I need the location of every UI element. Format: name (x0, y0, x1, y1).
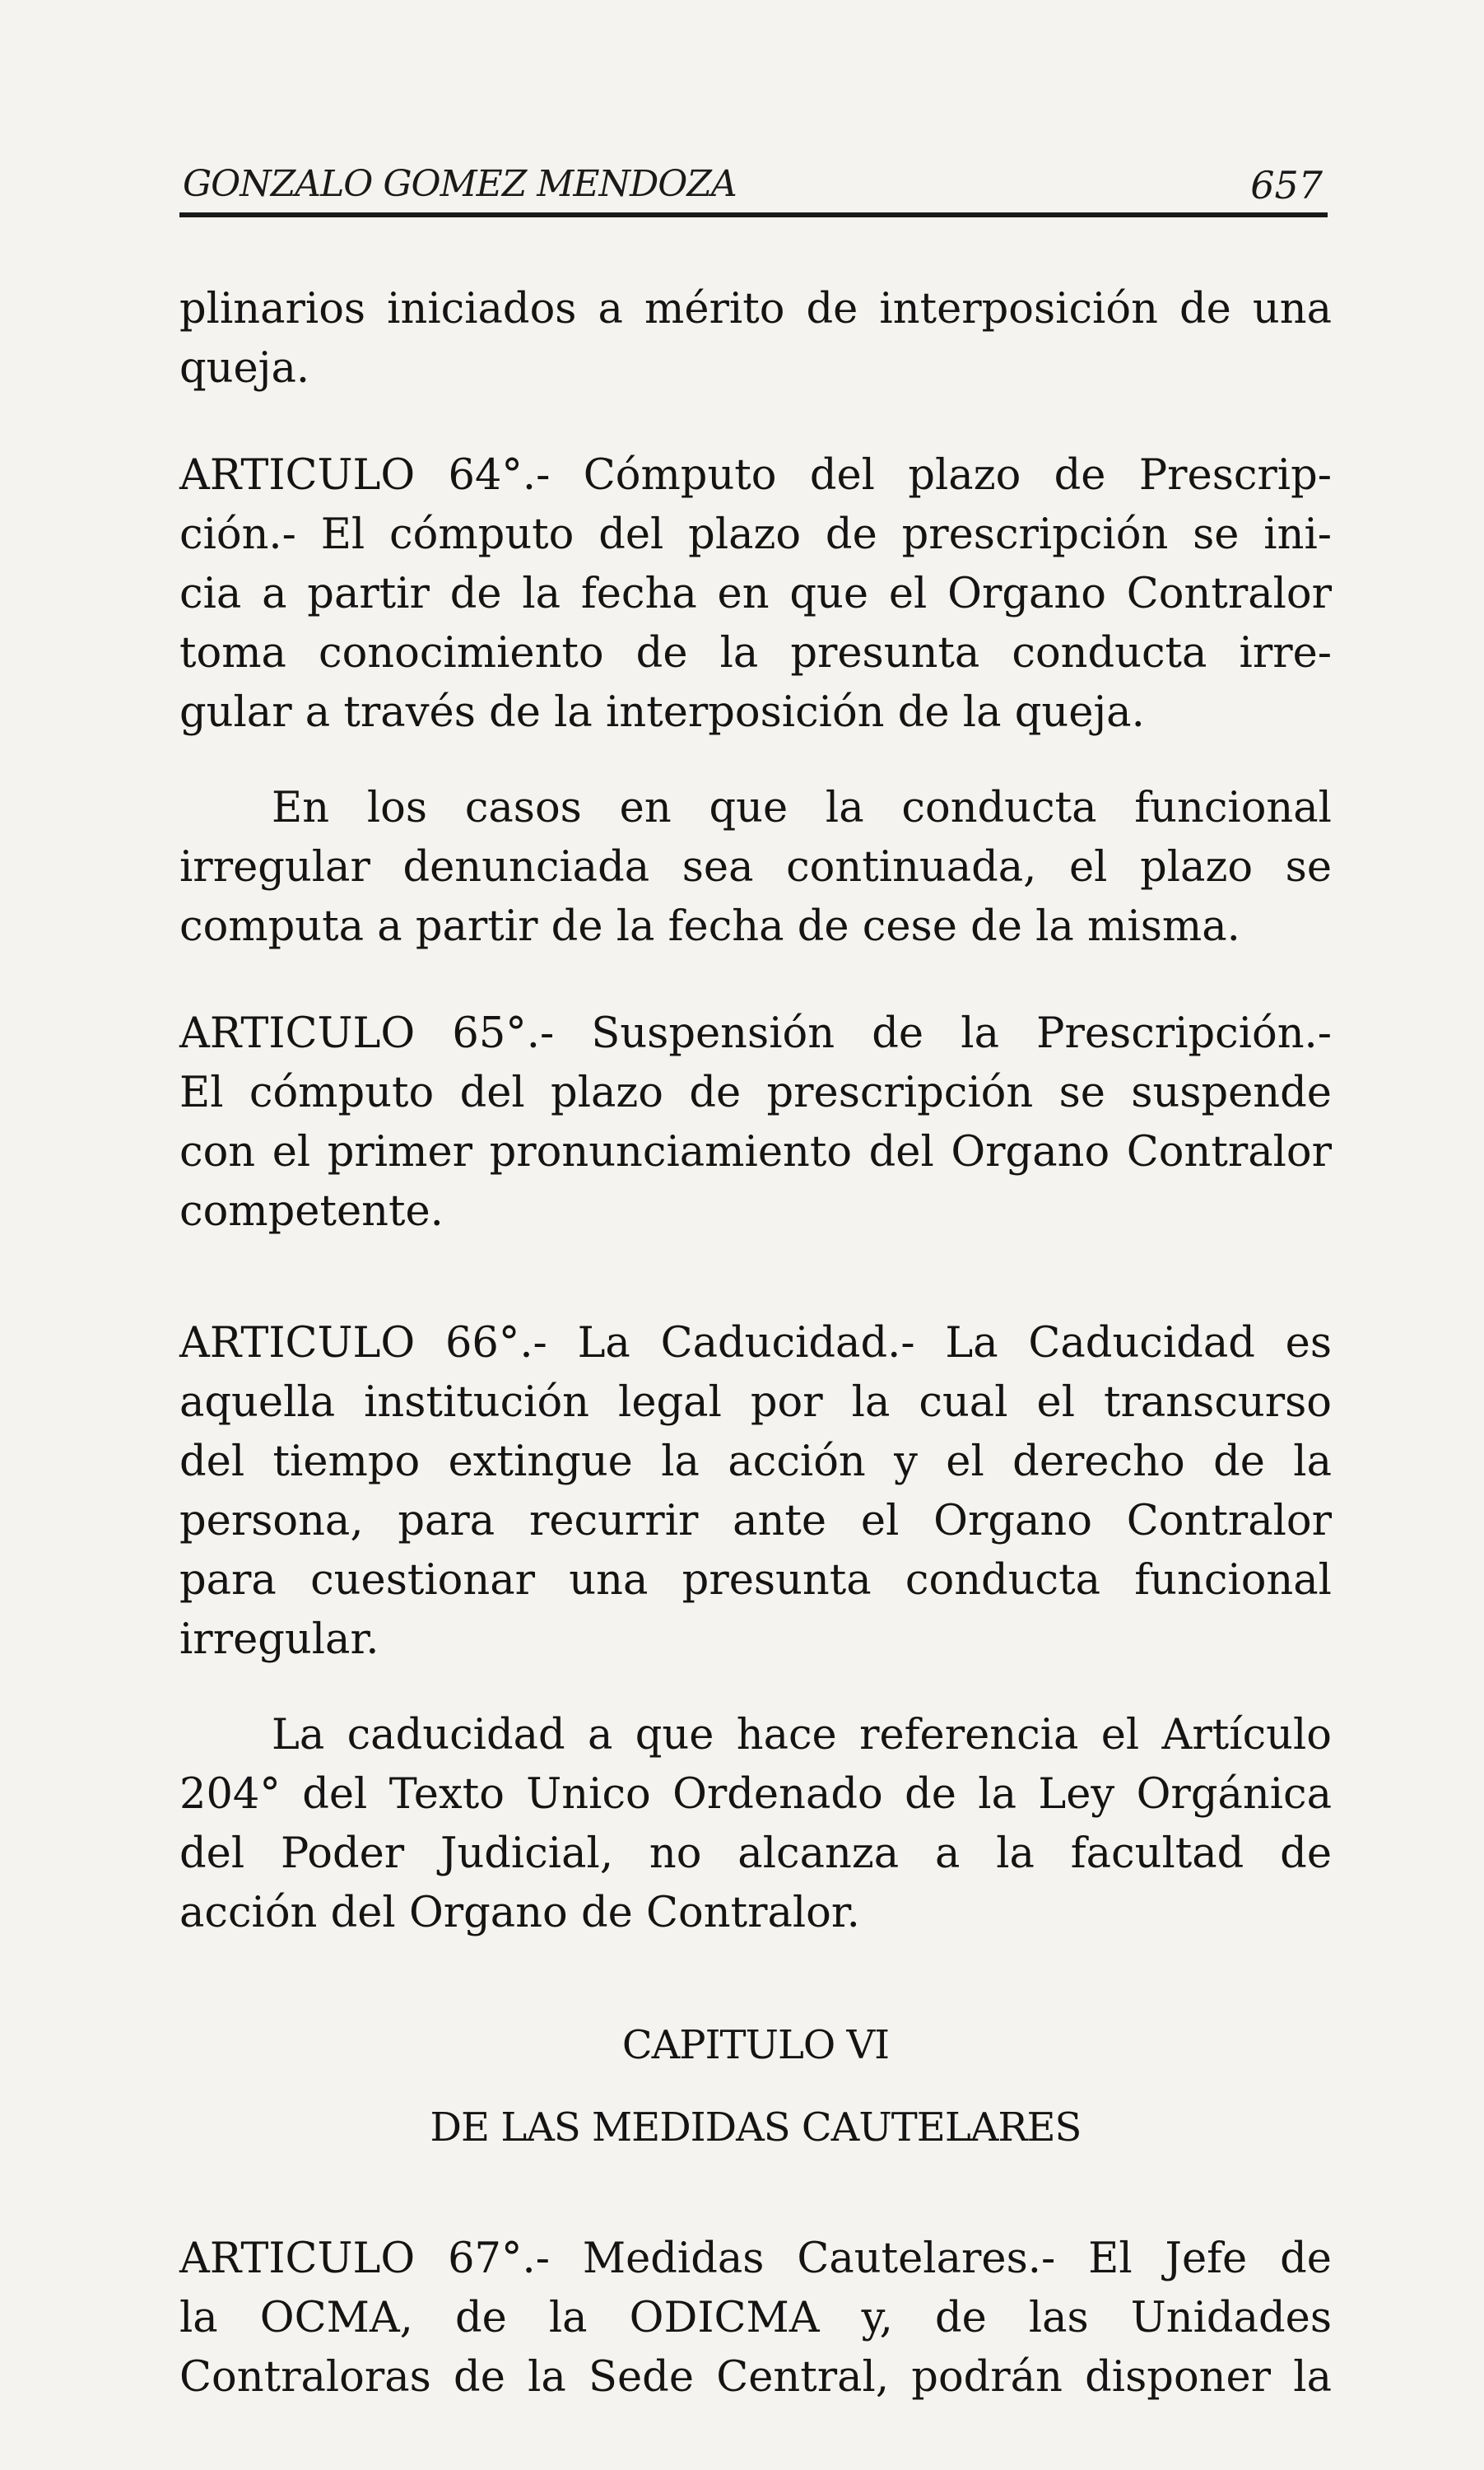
text-line: El cómputo del plazo de prescripción se suspende (179, 1069, 1332, 1117)
text-line: ARTICULO 65°.- Suspensión de la Prescripción.- (179, 1009, 1332, 1058)
page-number: 657 (1250, 163, 1323, 207)
text-line: competente. (179, 1187, 444, 1236)
text-line: Contraloras de la Sede Central, podrán disponer la (179, 2353, 1332, 2402)
running-header (179, 155, 1328, 217)
text-line: gular a través de la interposición de la queja. (179, 688, 1145, 737)
header-author: GONZALO GOMEZ MENDOZA (183, 163, 737, 205)
article-64-paragraph-2 (179, 779, 1332, 957)
article-66-paragraph-2 (179, 1706, 1332, 1943)
text-line: persona, para recurrir ante el Organo Contralor (179, 1497, 1332, 1545)
article-66 (179, 1314, 1332, 1670)
text-line: computa a partir de la fecha de cese de la misma. (179, 902, 1240, 951)
paragraph-continuation (179, 280, 1332, 398)
text-line: ARTICULO 66°.- La Caducidad.- La Caducidad es (179, 1319, 1332, 1368)
chapter-number: CAPITULO VI (621, 2022, 890, 2068)
text-line: ARTICULO 64°.- Cómputo del plazo de Prescrip- (179, 451, 1332, 500)
text-line: La caducidad a que hace referencia el Artículo (272, 1711, 1332, 1759)
text-line: del tiempo extingue la acción y el derecho de la (179, 1438, 1332, 1486)
article-64 (179, 446, 1332, 743)
article-65 (179, 1004, 1332, 1242)
text-line: del Poder Judicial, no alcanza a la facultad de (179, 1829, 1332, 1878)
article-67 (179, 2230, 1332, 2407)
text-line: para cuestionar una presunta conducta funcional (179, 1556, 1332, 1605)
text-line: En los casos en que la conducta funcional (272, 784, 1332, 832)
text-line: queja. (179, 344, 310, 393)
text-line: plinarios iniciados a mérito de interposición de una (179, 285, 1332, 333)
text-line: la OCMA, de la ODICMA y, de las Unidades (179, 2294, 1332, 2342)
chapter-title: DE LAS MEDIDAS CAUTELARES (430, 2104, 1082, 2151)
text-line: aquella institución legal por la cual el transcurso (179, 1378, 1332, 1427)
text-line: irregular. (179, 1615, 379, 1664)
text-line: con el primer pronunciamiento del Organo Contralor (179, 1128, 1332, 1177)
text-line: toma conocimiento de la presunta conducta irre- (179, 629, 1332, 678)
text-line: 204° del Texto Unico Ordenado de la Ley Orgánica (179, 1770, 1332, 1819)
text-line: ción.- El cómputo del plazo de prescripción se ini- (179, 510, 1332, 559)
text-line: cia a partir de la fecha en que el Organo Contralor (179, 570, 1332, 618)
text-line: irregular denunciada sea continuada, el plazo se (179, 843, 1332, 892)
text-line: acción del Organo de Contralor. (179, 1889, 860, 1937)
text-line: ARTICULO 67°.- Medidas Cautelares.- El Jefe de (179, 2235, 1332, 2283)
page-body (179, 280, 1332, 2407)
